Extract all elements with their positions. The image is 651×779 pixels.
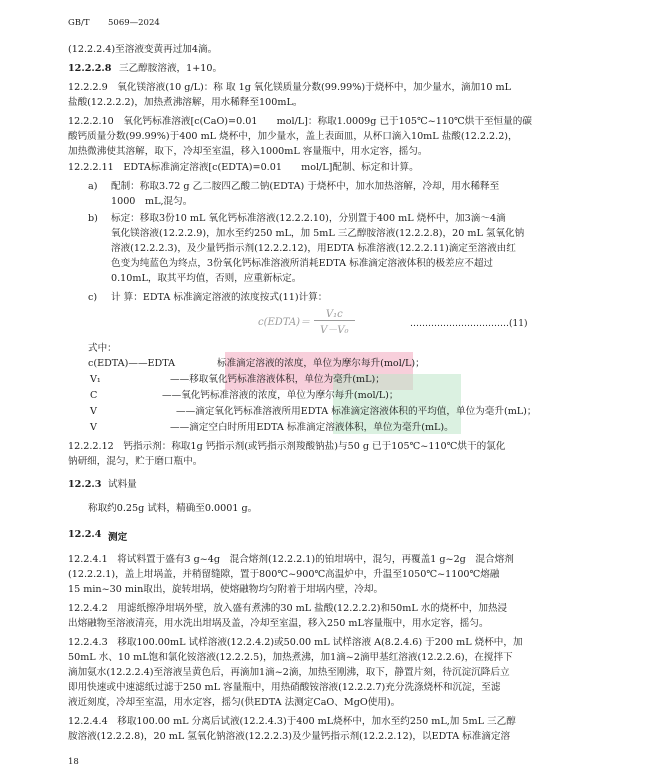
text-line: 12.2.2.9 氧化镁溶液(10 g/L)：称 取 1g 氧化镁质量分数(99.99%)于烧杯中，加少量水，滴加10 mL [68,82,511,93]
definition-text: ——移取氧化钙标准溶液体积，单位为毫升(mL)； [170,374,385,385]
text-line: 12.2.2.10 氧化钙标准溶液[c(CaO)=0.01 mol/L]：称取1.0009g 已于105℃~110℃烘干至恒量的碳 [68,116,532,127]
text-line: 12.2.4.2 用滤纸擦净坩埚外壁，放入盛有煮沸的30 mL 盐酸(12.2.2.2)和50mL 水的烧杯中，加热浸 [68,603,508,614]
text-line: 12.2.2.11 EDTA标准滴定溶液[c(EDTA)=0.01 mol/L]配制、标定和计算。 [68,162,419,173]
standard-number: 5069—2024 [108,18,160,28]
text-line: 加热微沸使其溶解，取下，冷却至室温，移入1000mL 容量瓶中，用水定容，摇匀。 [68,146,428,157]
formula-11 [258,309,355,336]
text-line: 标定：移取3份10 mL 氧化钙标准溶液(12.2.2.10)，分别置于400 mL 烧杯中，加3滴～4滴 [111,213,506,224]
definition-symbol: C [90,390,98,401]
text-line: 色变为纯蓝色为终点，3份氧化钙标准溶液所消耗EDTA 标准滴定溶液体积的极差应不超过 [111,258,494,269]
formula-lhs: c(EDTA)＝ [258,317,311,328]
text-line: 计 算：EDTA 标准滴定溶液的浓度按式(11)计算： [111,292,328,303]
text-line: 配制：称取3.72 g 乙二胺四乙酸二钠(EDTA) 于烧杯中，加水加热溶解，冷却，用水稀释至 [111,181,500,192]
definition-text: ——氧化钙标准溶液的浓度，单位为摩尔每升(mol/L)； [162,390,399,401]
text-line: 50mL 水、10 mL饱和氯化铵溶液(12.2.2.5)，加热煮沸，加1滴~2滴甲基红溶液(12.2.2.6)，在搅拌下 [68,652,513,663]
text-line: (12.2.2.4)至溶液变黄再过加4滴。 [68,44,218,55]
text-line: 15 min~30 min取出，旋转坩埚，使熔融物均匀附着于坩埚内壁，冷却。 [68,584,384,595]
text-line: 三乙醇胺溶液，1+10。 [119,63,223,74]
text-line: 称取约0.25g 试料，精确至0.0001 g。 [88,503,258,514]
text-line: 0.10mL，取其平均值，否则，应重新标定。 [111,273,302,284]
definition-symbol: c(EDTA)——EDTA [88,358,176,369]
page-number: 18 [68,757,79,767]
definition-text: 标准滴定溶液的浓度，单位为摩尔每升(mol/L)； [217,358,425,369]
text-line: 即用快速或中速滤纸过滤于250 mL 容量瓶中，用热硝酸铵溶液(12.2.2.7)充分洗涤烧杯和沉淀，至滤 [68,682,501,693]
text-line: 溶液(12.2.2.3)，及少量钙指示剂(12.2.2.12)，用EDTA 标准溶液(12.2.2.11)滴定至溶液由红 [111,243,516,254]
section-title: 测定 [108,532,128,543]
clause-number: 12.2.3 [68,479,102,490]
text-line: 12.2.4.3 移取100.00mL 试样溶液(12.2.4.2)或50.00 mL 试样溶液 A(8.2.4.6) 于200 mL 烧杯中，加 [68,637,523,648]
text-line: 钠研细，混匀，贮于磨口瓶中。 [68,456,203,467]
text-line: 12.2.2.12 钙指示剂：称取1g 钙指示剂(或钙指示剂羧酸钠盐)与50 g 已于105℃~110℃烘干的氯化 [68,441,506,452]
text-line: 出熔融物至溶液清亮，用水洗出坩埚及盖，冷却至室温，移入250 mL容量瓶中，用水定容，摇匀。 [68,618,489,629]
definition-symbol: V₁ [90,374,101,385]
clause-number: 12.2.2.8 [68,63,112,74]
list-marker: a) [88,181,98,192]
text-line: 酸钙质量分数(99.99%)于400 mL 烧杯中，加少量水，盖上表面皿，从杯口滴入10mL 盐酸(12.2.2.2)， [68,131,518,142]
definition-text: ——滴定空白时所用EDTA 标准滴定溶液体积，单位为毫升(mL)。 [170,422,454,433]
text-line: 氧化镁溶液(12.2.2.9)，加水至约250 mL，加 5mL 三乙醇胺溶液(12.2.2.8)，20 mL 氢氧化钠 [111,228,525,239]
formula-numerator: V₁c [314,309,354,321]
standard-code: GB/T [68,18,90,28]
text-line: 式中： [88,343,117,354]
text-line: 1000 mL,混匀。 [111,196,193,207]
formula-number: ……………………………(11) [410,319,528,329]
list-marker: c) [88,292,98,303]
text-line: 胺溶液(12.2.2.8)，20 mL 氢氧化钠溶液(12.2.2.3)及少量钙指示剂(12.2.2.12)，以EDTA 标准滴定溶 [68,731,511,742]
clause-number: 12.2.4 [68,529,102,540]
formula-denominator: V－V₀ [320,325,349,336]
definition-symbol: V [90,422,97,433]
text-line: 盐酸(12.2.2.2)，加热煮沸溶解，用水稀释至100mL。 [68,97,303,108]
text-line: 液近刻度，冷却至室温，用水定容，摇匀(供EDTA 法测定CaO、MgO使用)。 [68,697,401,708]
text-line: 滴加氨水(12.2.2.4)至溶液呈黄色后，再滴加1滴~2滴，加热至刚沸，取下，静置片刻，待沉淀沉降后立 [68,667,510,678]
text-line: 12.2.4.1 将试料置于盛有3 g~4g 混合熔剂(12.2.2.1)的铂坩埚中，混匀，再覆盖1 g~2g 混合熔剂 [68,554,514,565]
formula-fraction [314,309,354,336]
section-title: 试料量 [108,479,137,490]
text-line: (12.2.2.1)，盖上坩埚盖，并稍留缝隙，置于800℃~900℃高温炉中，升温至1050℃~1100℃熔融 [68,569,500,580]
definition-text: ——滴定氧化钙标准溶液所用EDTA 标准滴定溶液体积的平均值，单位为毫升(mL)； [176,406,537,417]
definition-symbol: V [90,406,97,417]
list-marker: b) [88,213,98,224]
text-line: 12.2.4.4 移取100.00 mL 分离后试液(12.2.4.3)于400 mL烧杯中，加水至约250 mL,加 5mL 三乙醇 [68,716,516,727]
